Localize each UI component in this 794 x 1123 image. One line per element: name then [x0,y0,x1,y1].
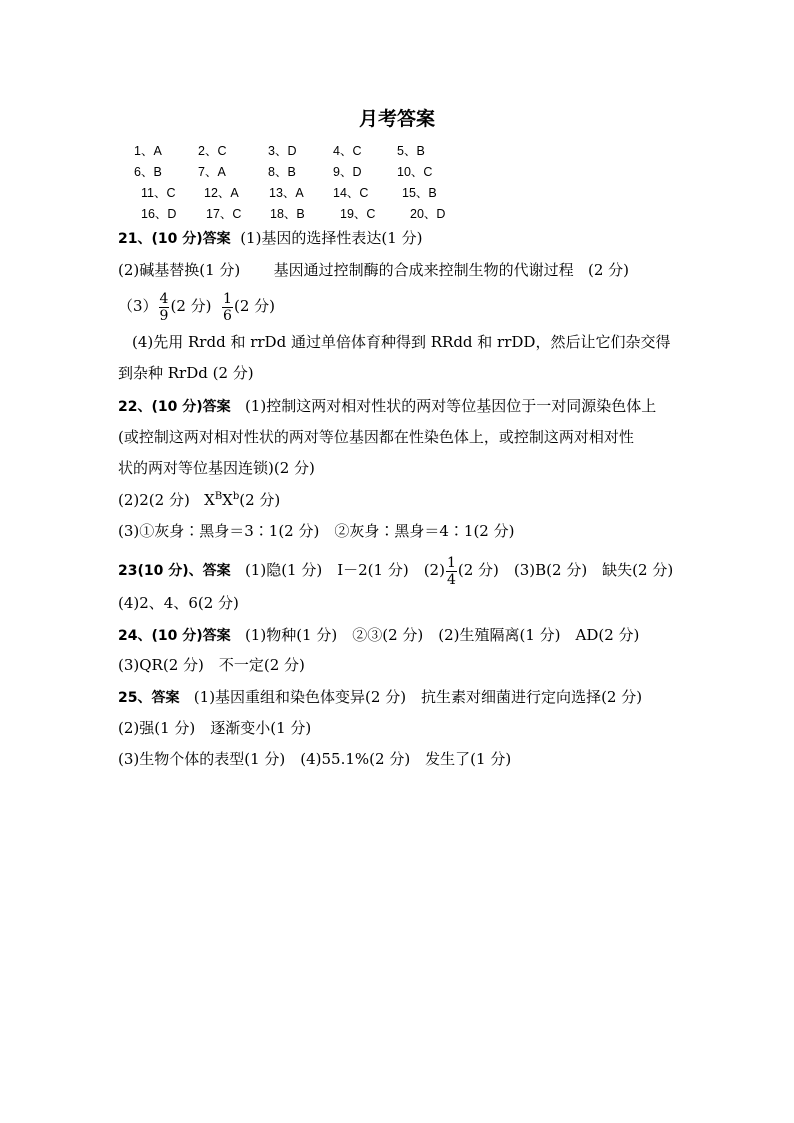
mc-answer: 8、B [268,165,296,179]
q23-part-2: (2 分) (3)B(2 分) 缺失(2 分) [457,561,674,579]
q23-part-1: (1)隐(1 分) Ⅰ－2(1 分) (2) [244,561,445,579]
fraction-numerator: 1 [446,554,456,571]
q25-part-3: (3)生物个体的表型(1 分) (4)55.1%(2 分) 发生了(1 分) [118,750,512,768]
q21-part-2c: (2 分) [587,261,630,279]
mc-answer: 13、A [269,186,304,200]
q21-part-4-line-1: (4)先用 Rrdd 和 rrDd 通过单倍体育种得到 RRdd 和 rrDD，然后让它们杂交得 [132,333,671,351]
q25-heading: 25、答案 [118,690,180,706]
q24-part-1: (1)物种(1 分) ②③(2 分) (2)生殖隔离(1 分) AD(2 分) [244,626,640,644]
mc-answer: 1、A [134,144,162,158]
q21-line-1 [118,228,422,249]
q23-line-1 [118,552,673,589]
q22-heading: 22、(10 分)答案 [118,399,231,415]
q21-part-1: (1)基因的选择性表达(1 分) [240,229,423,247]
q25-part-2: (2)强(1 分) 逐渐变小(1 分) [118,719,312,737]
mc-answer: 3、D [268,144,297,158]
mc-answer: 16、D [141,207,177,221]
q23-part-4: (4)2、4、6(2 分) [118,594,239,612]
mc-answer: 17、C [206,207,242,221]
mc-answer: 19、C [340,207,376,221]
genotype-superscript: B [214,491,223,502]
q21-line-2 [118,260,629,280]
q21-heading: 21、(10 分)答案 [118,231,231,247]
fraction-denominator: 9 [159,307,169,324]
q24-part-3: (3)QR(2 分) 不一定(2 分) [118,656,305,674]
mc-answer: 7、A [198,165,226,179]
mc-answer: 2、C [198,144,227,158]
q24-heading: 24、(10 分)答案 [118,628,231,644]
mc-answer: 4、C [333,144,362,158]
fraction-denominator: 6 [223,307,232,324]
mc-answer: 20、D [410,207,446,221]
q21-part-2b: 基因通过控制酶的合成来控制生物的代谢过程 [273,261,574,279]
fraction-numerator: 1 [223,290,232,307]
q22-part-1: (1)控制这两对相对性状的两对等位基因位于一对同源染色体上 [244,397,657,415]
q21-part-4-line-2: 到杂种 RrDd (2 分) [118,364,254,382]
fraction [159,291,170,324]
mc-answer: 5、B [397,144,425,158]
q21-score: (2 分) [233,297,275,315]
q22-part-2: (2)2(2 分) [118,491,190,509]
q21-part-2a: (2)碱基替换(1 分) [118,261,241,279]
mc-answer: 6、B [134,165,162,179]
q22-part-3: (3)①灰身∶黑身＝3∶1(2 分) ②灰身∶黑身＝4∶1(2 分) [118,522,515,540]
genotype-letter: X [222,491,233,509]
fraction [446,555,457,588]
q22-line-4 [118,490,280,510]
fraction [222,291,233,324]
q23-heading: 23(10 分)、答案 [118,563,231,579]
q25-line-1 [118,687,642,708]
q22-part-1-line-3: 状的两对等位基因连锁)(2 分) [118,459,315,477]
q24-line-1 [118,625,639,646]
mc-answer: 12、A [204,186,239,200]
q25-part-1: (1)基因重组和染色体变异(2 分) 抗生素对细菌进行定向选择(2 分) [193,688,643,706]
q22-score: (2 分) [239,491,281,509]
mc-answer: 18、B [270,207,305,221]
q21-score: (2 分) [170,297,212,315]
mc-answer: 11、C [141,186,176,200]
fraction-denominator: 4 [446,571,456,588]
mc-answer: 15、B [402,186,437,200]
page-title: 月考答案 [358,108,435,130]
mc-answer: 14、C [333,186,369,200]
mc-answer: 9、D [333,165,362,179]
q21-line-3 [118,288,275,324]
genotype-superscript: b [232,491,240,502]
genotype-letter: X [204,491,215,509]
fraction-numerator: 4 [159,290,169,307]
q21-part-3-prefix: （3） [118,297,158,315]
q22-line-1 [118,396,656,417]
mc-answer: 10、C [397,165,433,179]
q22-part-1-line-2: (或控制这两对相对性状的两对等位基因都在性染色体上，或控制这两对相对性 [118,428,634,446]
